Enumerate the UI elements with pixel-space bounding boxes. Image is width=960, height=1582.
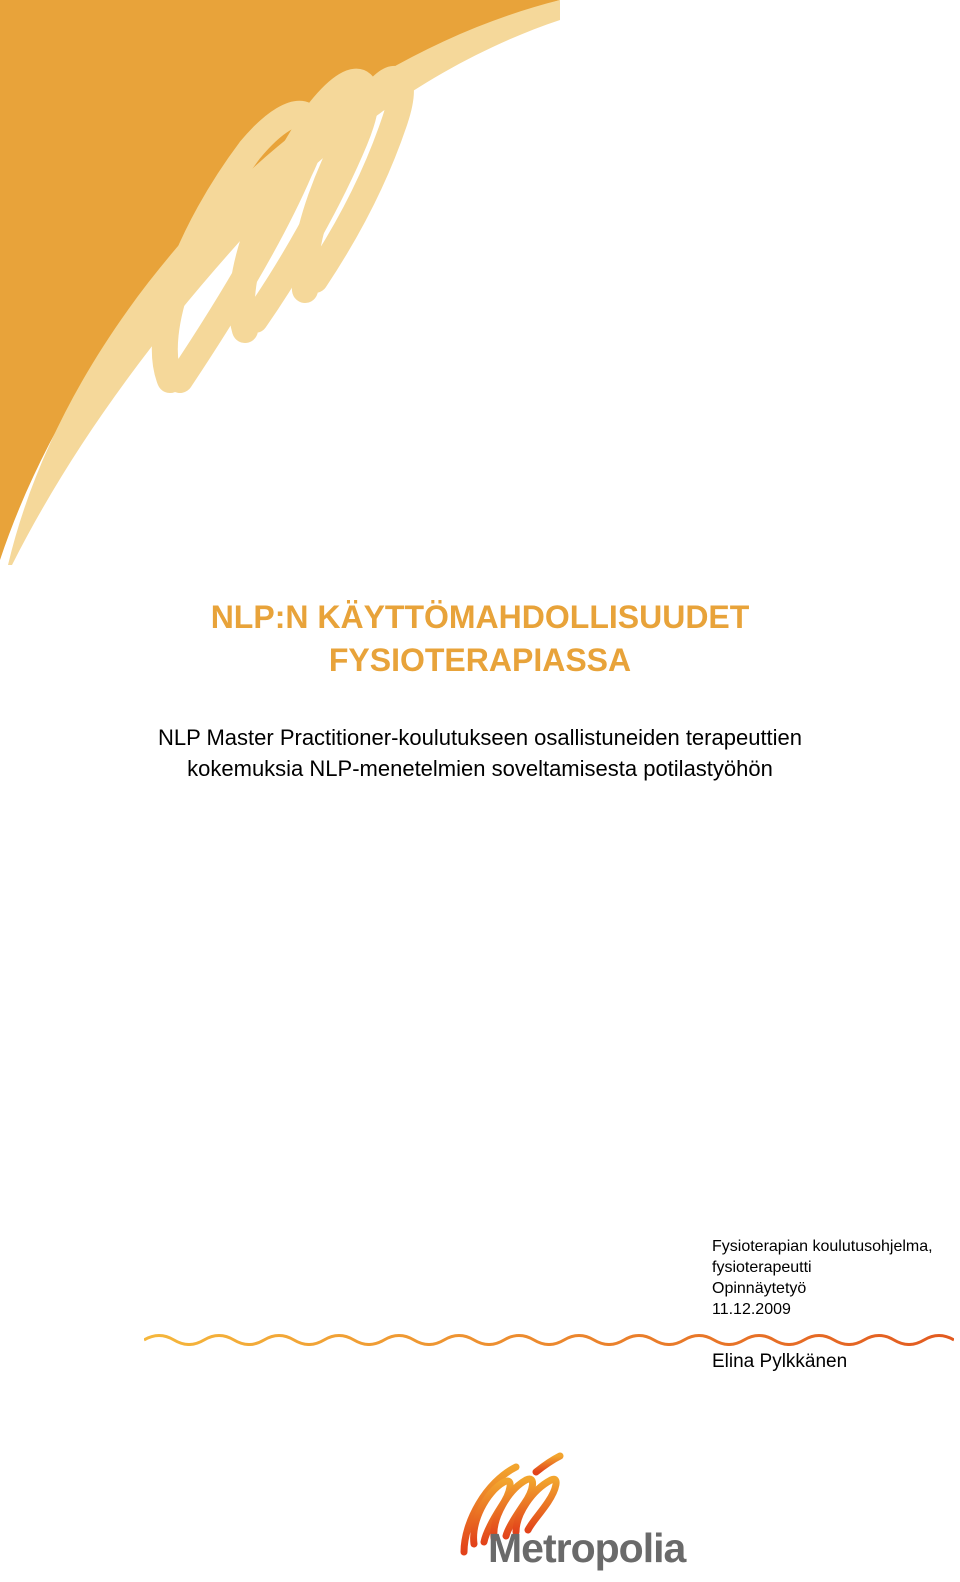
author-name: Elina Pylkkänen bbox=[712, 1351, 848, 1372]
document-type-label: Opinnäytetyö bbox=[712, 1280, 807, 1297]
programme-label: Fysioterapian koulutusohjelma, bbox=[712, 1238, 933, 1255]
metropolia-wordmark: Metropolia bbox=[488, 1525, 686, 1571]
metropolia-logo bbox=[456, 1452, 696, 1576]
subtitle-line-2: kokemuksia NLP-menetelmien soveltamisesta potilastyöhön bbox=[187, 756, 773, 781]
corner-decoration bbox=[0, 0, 560, 565]
title-line-1: NLP:N KÄYTTÖMAHDOLLISUUDET bbox=[210, 599, 750, 635]
date-label: 11.12.2009 bbox=[712, 1301, 791, 1318]
degree-label: fysioterapeutti bbox=[712, 1259, 812, 1276]
document-subtitle bbox=[0, 722, 960, 784]
wave-divider bbox=[144, 1332, 954, 1346]
thesis-meta bbox=[712, 1236, 933, 1320]
title-line-2: FYSIOTERAPIASSA bbox=[328, 642, 632, 678]
subtitle-line-1: NLP Master Practitioner-koulutukseen osallistuneiden terapeuttien bbox=[157, 725, 803, 750]
document-title bbox=[0, 596, 960, 682]
